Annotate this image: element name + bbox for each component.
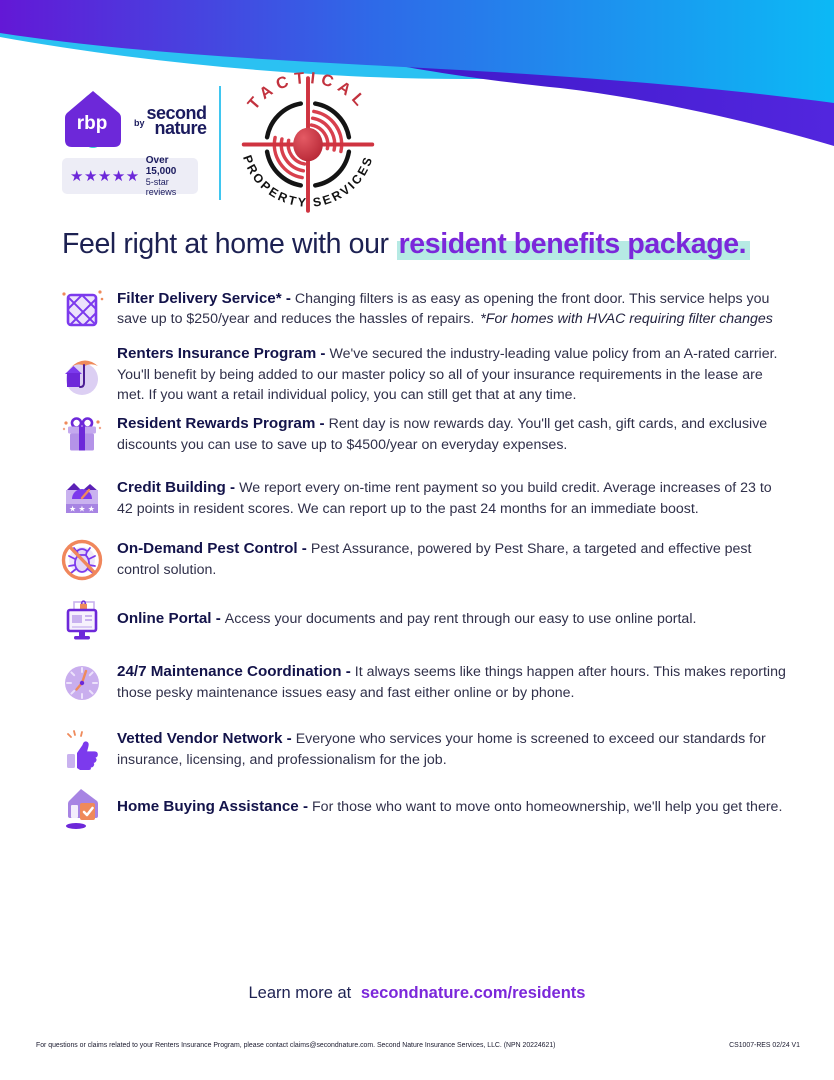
benefit-description: Everyone who services your home is screened to exceed our standards for insurance, licensing, and professionalism for the job. <box>117 731 766 768</box>
benefit-item-renters-insurance <box>60 344 790 406</box>
reviews-badge <box>62 155 198 197</box>
benefit-description: For those who want to move onto homeownership, we'll help you get there. <box>312 799 783 816</box>
cta-prefix: Learn more at <box>248 984 352 1002</box>
tactical-property-services-logo <box>224 70 392 219</box>
brand-byline <box>134 103 207 138</box>
benefit-item-online-portal <box>60 598 790 642</box>
benefit-description: We've secured the industry-leading value policy from an A-rated carrier. You'll benefit by being added to our master policy so all of your insurance requirements in the lease are met. If you want a retail individual policy, you can still get that at any time. <box>117 346 778 403</box>
five-star-icon: ★★★★★ <box>70 168 140 185</box>
benefit-item-maintenance <box>60 661 790 705</box>
property-services-arc-text: PROPERTY SERVICES <box>240 153 376 210</box>
cta-link-url[interactable]: secondnature.com/residents <box>360 984 586 1002</box>
benefit-title: Renters Insurance Program - <box>117 345 326 362</box>
benefit-description: Rent day is now rewards day. You'll get cash, gift cards, and exclusive discounts you can use to save up to $4500/year on everyday expenses. <box>117 416 768 453</box>
reviews-label: 5-star reviews <box>145 177 177 197</box>
thumbs-up-icon <box>60 728 104 772</box>
clock-icon <box>60 661 104 705</box>
benefit-note: *For homes with HVAC requiring filter changes <box>480 311 773 327</box>
rbp-logo-icon <box>60 88 126 154</box>
benefit-title: Resident Rewards Program - <box>117 415 325 432</box>
headline-prefix: Feel right at home with our <box>62 228 389 260</box>
svg-text:★ ★ ★: ★ ★ ★ <box>69 504 95 513</box>
benefit-title: Home Buying Assistance - <box>117 798 309 816</box>
target-center-icon <box>293 128 323 162</box>
credit-score-icon <box>60 477 104 521</box>
reviews-count: Over 15,000 <box>145 155 177 177</box>
gift-icon <box>60 413 104 457</box>
tactical-arc-text: TACTICAL <box>244 70 372 114</box>
no-pest-icon <box>60 538 104 582</box>
logo-divider <box>219 86 221 200</box>
benefit-description: Access your documents and pay rent through our easy to use online portal. <box>224 611 697 628</box>
footer-legal-text: For questions or claims related to your Renters Insurance Program, please contact claims@secondnature.com. Second Nature Insurance Services, LLC. (NPN 20224621) <box>36 1042 556 1049</box>
by-label: by <box>134 118 145 128</box>
benefit-title: Vetted Vendor Network - <box>117 730 292 747</box>
benefit-description: Changing filters is as easy as opening the front door. This service helps you save up to $250/year and reduces the hassles of repairs. <box>117 290 770 327</box>
benefit-item-pest-control <box>60 538 790 582</box>
filter-icon <box>60 287 104 331</box>
rbp-logo-text: rbp <box>76 113 108 134</box>
house-check-icon <box>60 786 104 830</box>
benefit-description: Pest Assurance, powered by Pest Share, a targeted and effective pest control solution. <box>117 541 752 578</box>
benefit-title: 24/7 Maintenance Coordination - <box>117 663 351 680</box>
brand-nature: nature <box>154 118 207 138</box>
benefits-list <box>60 287 790 830</box>
page-title <box>62 228 750 261</box>
benefit-item-vendor-network <box>60 728 790 772</box>
rbp-logo <box>60 88 207 154</box>
monitor-icon <box>60 598 104 642</box>
benefit-description: It always seems like things happen after hours. This makes reporting those pesky maintenance issues easy and fast either online or by phone. <box>117 664 786 701</box>
benefit-item-resident-rewards <box>60 413 790 457</box>
benefit-item-filter-delivery <box>60 287 790 331</box>
benefit-description: We report every on-time rent payment so you build credit. Average increases of 23 to 42 points in resident scores. We can report up to the past 24 months for an immediate boost. <box>117 480 772 517</box>
footer <box>36 1042 800 1049</box>
headline-highlight: resident benefits package. <box>397 228 751 262</box>
brand-second: second <box>146 103 207 123</box>
cta-line <box>0 984 834 1003</box>
benefit-title: On-Demand Pest Control - <box>117 540 307 557</box>
benefit-item-credit-building <box>60 477 790 521</box>
footer-doc-code: CS1007-RES 02/24 V1 <box>729 1042 800 1049</box>
benefit-title: Filter Delivery Service* - <box>117 289 291 307</box>
benefit-item-home-buying <box>60 786 790 830</box>
benefit-title: Credit Building - <box>117 479 236 496</box>
umbrella-insurance-icon <box>60 353 104 397</box>
benefit-title: Online Portal - <box>117 610 221 628</box>
